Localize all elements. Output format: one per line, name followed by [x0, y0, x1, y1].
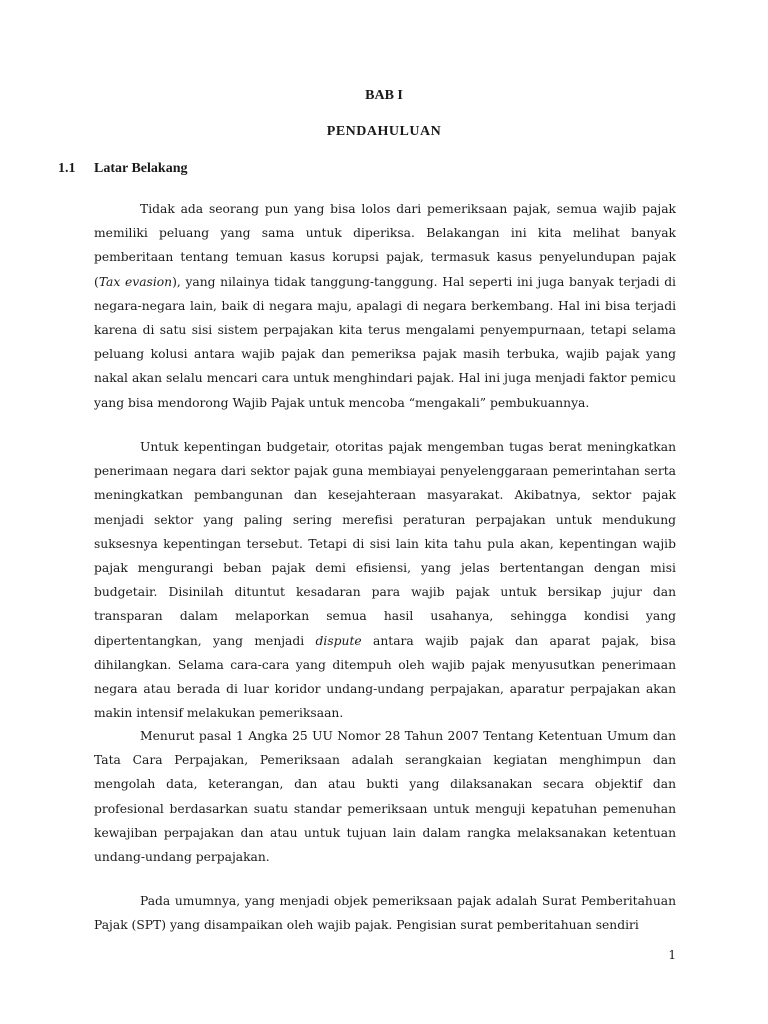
paragraph-1 — [94, 197, 676, 415]
paragraph-1-text-b: ), yang nilainya tidak tanggung-tanggung. Hal seperti ini juga banyak terjadi di negara-negara lain, baik di negara maju, apalagi di negara berkembang. Hal ini bisa terjadi karena di satu sisi sistem perpajakan kita terus mengalami penyempurnaan, tetapi selama peluang kolusi antara wajib pajak dan pemeriksa pajak masih terbuka, wajib pajak yang nakal akan selalu mencari cara untuk menghindari pajak. Hal ini juga menjadi faktor pemicu yang bisa mendorong Wajib Pajak untuk mencoba “mengakali” pembukuannya. — [94, 274, 676, 410]
paragraph-2-italic-term: dispute — [315, 633, 362, 648]
chapter-title: PENDAHULUAN — [326, 124, 442, 139]
paragraph-2-text-a: Untuk kepentingan budgetair, otoritas pajak mengemban tugas berat meningkatkan penerimaan negara dari sektor pajak guna membiayai penyelenggaraan pemerintahan serta meningkatkan pembangunan dan kesejahteraan masyarakat. Akibatnya, sektor pajak menjadi sektor yang paling sering merefisi peraturan perpajakan untuk mendukung suksesnya kepentingan tersebut. Tetapi di sisi lain kita tahu pula akan, kepentingan wajib pajak mengurangi beban pajak demi efisiensi, yang jelas bertentangan dengan misi budgetair. Disinilah dituntut kesadaran para wajib pajak untuk bersikap jujur dan transparan dalam melaporkan semua hasil usahanya, sehingga kondisi yang dipertentangkan, yang menjadi — [94, 440, 676, 648]
section-title: Latar Belakang — [94, 161, 188, 176]
paragraph-1-italic-term: Tax evasion — [98, 274, 173, 289]
paragraph-2 — [94, 435, 676, 725]
paragraph-4: Pada umumnya, yang menjadi objek pemeriksaan pajak adalah Surat Pemberitahuan Pajak (SPT) yang disampaikan oleh wajib pajak. Pengisian surat pemberitahuan sendiri — [94, 894, 676, 933]
chapter-label: BAB I — [365, 88, 403, 103]
section-heading — [58, 161, 187, 177]
paragraph-3: Menurut pasal 1 Angka 25 UU Nomor 28 Tahun 2007 Tentang Ketentuan Umum dan Tata Cara Perpajakan, Pemeriksaan adalah serangkaian kegiatan menghimpun dan mengolah data, keterangan, dan atau bukti yang dilaksanakan secara objektif dan profesional berdasarkan suatu standar pemeriksaan untuk menguji kepatuhan pemenuhan kewajiban perpajakan dan atau untuk tujuan lain dalam rangka melaksanakan ketentuan undang-undang perpajakan. — [94, 729, 676, 865]
section-number: 1.1 — [58, 161, 76, 176]
paragraph-2-text-b: antara wajib pajak dan aparat pajak, bisa dihilangkan. Selama cara-cara yang ditempuh oleh wajib pajak menyusutkan penerimaan negara atau berada di luar koridor undang-undang perpajakan, aparatur perpajakan akan makin intensif melakukan pemeriksaan. — [94, 633, 676, 721]
page-number: 1 — [668, 948, 676, 962]
paragraph-1-text-a: Tidak ada seorang pun yang bisa lolos dari pemeriksaan pajak, semua wajib pajak memiliki peluang yang sama untuk diperiksa. Belakangan ini kita melihat banyak pemberitaan tentang temuan kasus korupsi pajak, termasuk kasus penyelundupan pajak ( — [94, 202, 676, 289]
